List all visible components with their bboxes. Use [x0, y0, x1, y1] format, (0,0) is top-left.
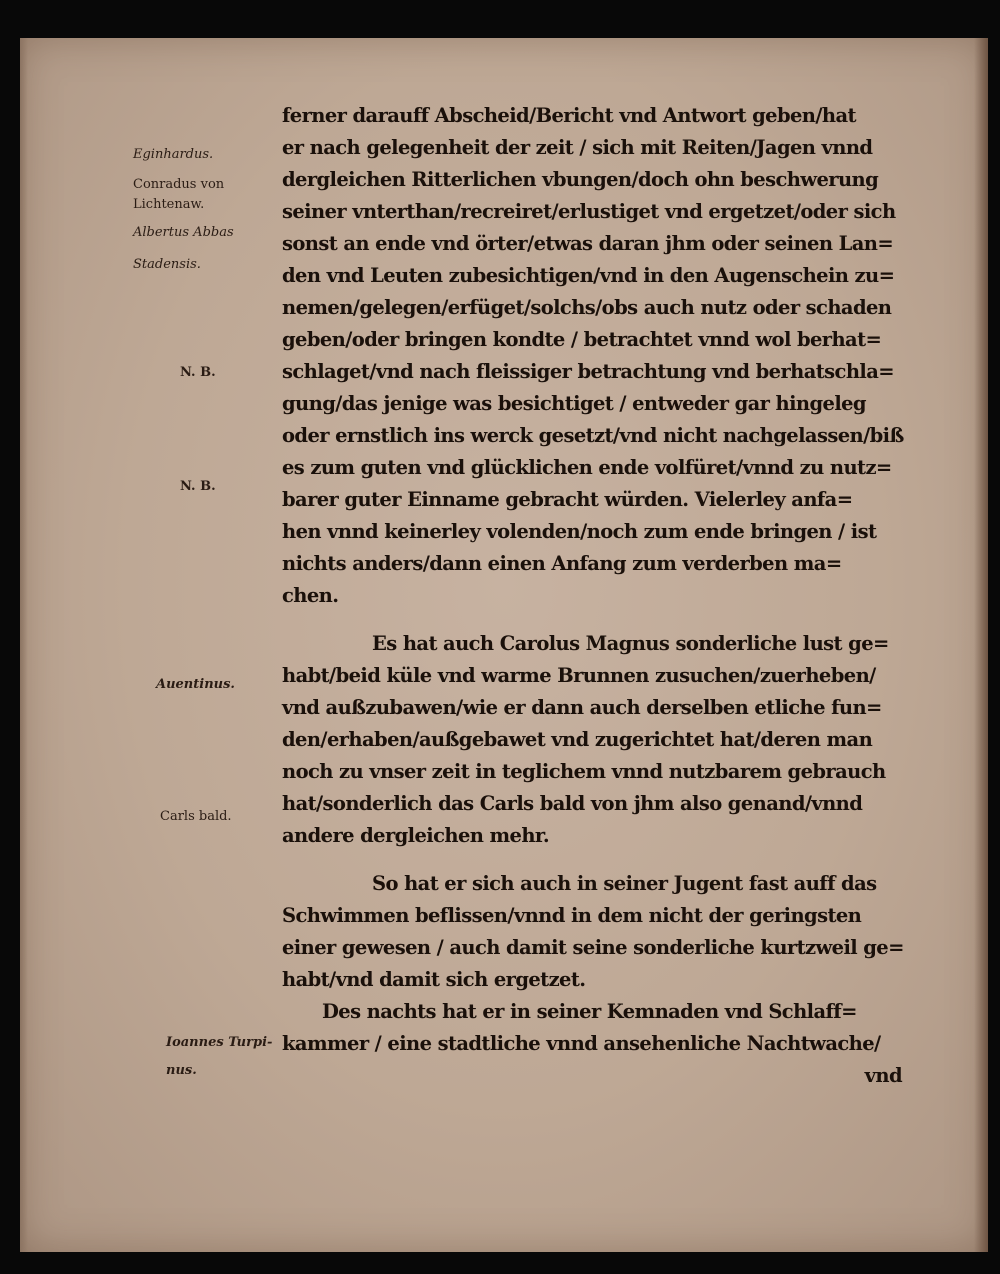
text-line: ferner darauff Abscheid/Bericht vnd Antwort geben/hat: [282, 104, 856, 127]
text-line: dergleichen Ritterlichen vbungen/doch ohn beschwerung: [282, 168, 879, 191]
margin-note-albertus: Albertus Abbas: [133, 225, 234, 240]
margin-note-lichtenaw: Lichtenaw.: [133, 197, 205, 212]
text-line: chen.: [282, 584, 339, 607]
text-line: den vnd Leuten zubesichtigen/vnd in den Augenschein zu=: [282, 264, 895, 287]
text-line: einer gewesen / auch damit seine sonderliche kurtzweil ge=: [282, 936, 904, 959]
margin-note-turpinus-cont: nus.: [166, 1063, 197, 1078]
text-line: vnd außzubawen/wie er dann auch derselben etliche fun=: [282, 696, 882, 719]
text-line: Es hat auch Carolus Magnus sonderliche lust ge=: [372, 632, 889, 655]
text-line: Des nachts hat er in seiner Kemnaden vnd Schlaff=: [322, 1000, 857, 1023]
page-edge-right: [974, 38, 988, 1252]
text-line: es zum guten vnd glücklichen ende volfüret/vnnd zu nutz=: [282, 456, 892, 479]
margin-note-nota-bene-1: N. B.: [180, 365, 216, 380]
margin-note-conradus: Conradus von: [133, 177, 225, 192]
page-edge-left: [20, 38, 28, 1252]
text-line: schlaget/vnd nach fleissiger betrachtung vnd berhatschla=: [282, 360, 894, 383]
text-line: nichts anders/dann einen Anfang zum verderben ma=: [282, 552, 842, 575]
paragraph-gap: [282, 612, 922, 628]
text-line: oder ernstlich ins werck gesetzt/vnd nicht nachgelassen/biß: [282, 424, 904, 447]
margin-note-turpinus: Ioannes Turpi-: [166, 1035, 273, 1050]
margin-note-carls-bald: Carls bald.: [160, 809, 232, 824]
margin-note-auentinus: Auentinus.: [156, 677, 235, 692]
paragraph-gap: [282, 852, 922, 868]
text-line: Schwimmen beflissen/vnnd in dem nicht der geringsten: [282, 904, 862, 927]
text-line: gung/das jenige was besichtiget / entweder gar hingeleg: [282, 392, 866, 415]
text-line: seiner vnterthan/recreiret/erlustiget vnd ergetzet/oder sich: [282, 200, 896, 223]
text-line: habt/vnd damit sich ergetzet.: [282, 968, 586, 991]
text-line: andere dergleichen mehr.: [282, 824, 550, 847]
text-line: nemen/gelegen/erfüget/solchs/obs auch nutz oder schaden: [282, 296, 892, 319]
text-line: er nach gelegenheit der zeit / sich mit Reiten/Jagen vnnd: [282, 136, 873, 159]
text-line: So hat er sich auch in seiner Jugent fast auff das: [372, 872, 877, 895]
text-line: hen vnnd keinerley volenden/noch zum ende bringen / ist: [282, 520, 877, 543]
text-line: kammer / eine stadtliche vnnd ansehenliche Nachtwache/: [282, 1032, 881, 1055]
text-line: habt/beid küle vnd warme Brunnen zusuchen/zuerheben/: [282, 664, 876, 687]
margin-note-eginhardus: Eginhardus.: [133, 147, 214, 162]
text-line: den/erhaben/außgebawet vnd zugerichtet hat/deren man: [282, 728, 873, 751]
text-line: sonst an ende vnd örter/etwas daran jhm oder seinen Lan=: [282, 232, 894, 255]
main-text-block: [282, 100, 922, 1092]
margin-note-nota-bene-2: N. B.: [180, 479, 216, 494]
catchword: vnd: [864, 1064, 902, 1087]
text-line: barer guter Einname gebracht würden. Vielerley anfa=: [282, 488, 853, 511]
margin-note-stadensis: Stadensis.: [133, 257, 201, 272]
text-line: noch zu vnser zeit in teglichem vnnd nutzbarem gebrauch: [282, 760, 886, 783]
text-line: hat/sonderlich das Carls bald von jhm also genand/vnnd: [282, 792, 863, 815]
text-line: geben/oder bringen kondte / betrachtet vnnd wol berhat=: [282, 328, 882, 351]
book-page: [20, 38, 988, 1252]
